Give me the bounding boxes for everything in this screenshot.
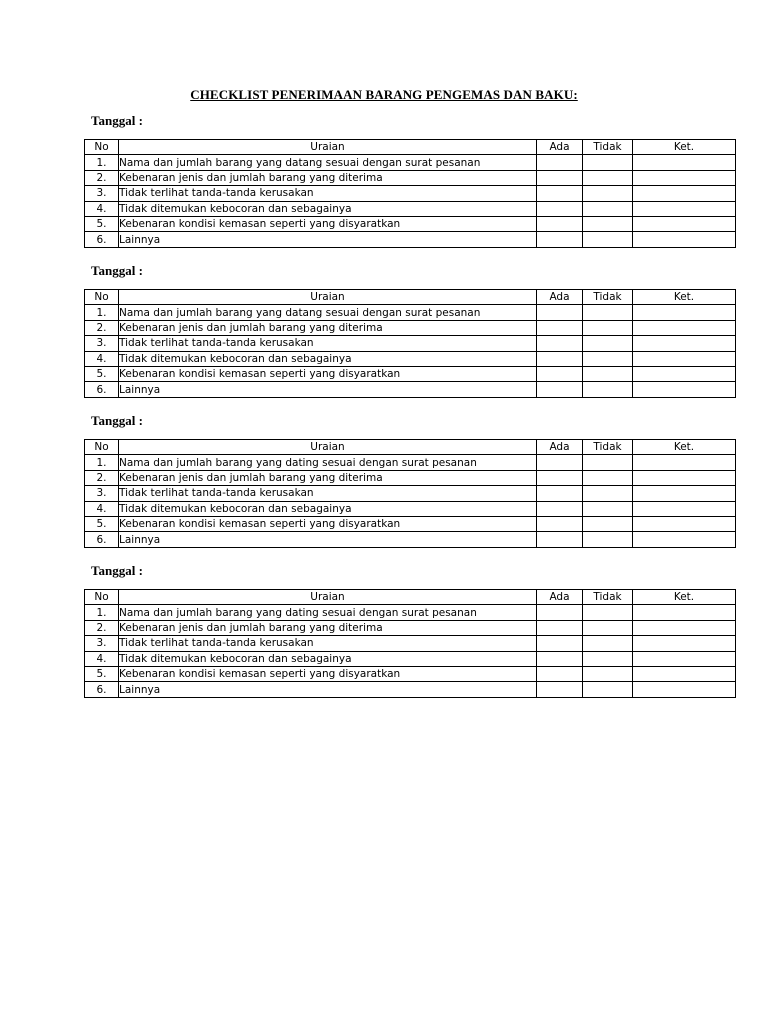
table-row bbox=[85, 186, 736, 201]
row-uraian: Kebenaran kondisi kemasan seperti yang disyaratkan bbox=[119, 366, 537, 381]
row-uraian: Kebenaran jenis dan jumlah barang yang diterima bbox=[119, 170, 537, 185]
row-number: 5. bbox=[85, 366, 119, 381]
row-uraian: Kebenaran kondisi kemasan seperti yang disyaratkan bbox=[119, 516, 537, 531]
row-number: 1. bbox=[85, 155, 119, 170]
tidak-cell bbox=[583, 501, 633, 516]
table-row bbox=[85, 155, 736, 170]
table-row bbox=[85, 320, 736, 335]
ada-cell bbox=[537, 336, 583, 351]
ket-cell bbox=[633, 155, 736, 170]
ada-cell bbox=[537, 486, 583, 501]
tidak-cell bbox=[583, 216, 633, 231]
ada-cell bbox=[537, 201, 583, 216]
checklist-section-2 bbox=[84, 263, 735, 398]
ada-cell bbox=[537, 305, 583, 320]
table-row bbox=[85, 232, 736, 247]
tidak-cell bbox=[583, 605, 633, 620]
ada-cell bbox=[537, 666, 583, 681]
ada-cell bbox=[537, 501, 583, 516]
ket-cell bbox=[633, 470, 736, 485]
ket-cell bbox=[633, 170, 736, 185]
ada-cell bbox=[537, 186, 583, 201]
tidak-cell bbox=[583, 305, 633, 320]
tidak-cell bbox=[583, 455, 633, 470]
row-uraian: Tidak ditemukan kebocoran dan sebagainya bbox=[119, 501, 537, 516]
ket-cell bbox=[633, 620, 736, 635]
tidak-cell bbox=[583, 620, 633, 635]
header-ada: Ada bbox=[537, 290, 583, 305]
ket-cell bbox=[633, 186, 736, 201]
document-title: CHECKLIST PENERIMAAN BARANG PENGEMAS DAN BAKU: bbox=[190, 87, 578, 102]
row-number: 1. bbox=[85, 305, 119, 320]
header-no: No bbox=[85, 590, 119, 605]
table-row bbox=[85, 366, 736, 381]
row-uraian: Tidak ditemukan kebocoran dan sebagainya bbox=[119, 651, 537, 666]
table-header-row bbox=[85, 440, 736, 455]
table-row bbox=[85, 382, 736, 397]
tidak-cell bbox=[583, 336, 633, 351]
row-uraian: Tidak ditemukan kebocoran dan sebagainya bbox=[119, 201, 537, 216]
ada-cell bbox=[537, 455, 583, 470]
table-row bbox=[85, 336, 736, 351]
header-uraian: Uraian bbox=[119, 140, 537, 155]
ket-cell bbox=[633, 455, 736, 470]
header-no: No bbox=[85, 290, 119, 305]
row-uraian: Tidak terlihat tanda-tanda kerusakan bbox=[119, 636, 537, 651]
row-number: 6. bbox=[85, 232, 119, 247]
row-uraian: Tidak terlihat tanda-tanda kerusakan bbox=[119, 486, 537, 501]
row-number: 6. bbox=[85, 682, 119, 697]
table-header-row bbox=[85, 140, 736, 155]
ada-cell bbox=[537, 636, 583, 651]
table-row bbox=[85, 636, 736, 651]
ada-cell bbox=[537, 620, 583, 635]
header-no: No bbox=[85, 140, 119, 155]
tidak-cell bbox=[583, 470, 633, 485]
tanggal-label: Tanggal : bbox=[91, 563, 143, 578]
row-uraian: Lainnya bbox=[119, 382, 537, 397]
header-no: No bbox=[85, 440, 119, 455]
row-uraian: Nama dan jumlah barang yang datang sesuai dengan surat pesanan bbox=[119, 155, 537, 170]
ket-cell bbox=[633, 651, 736, 666]
ket-cell bbox=[633, 351, 736, 366]
ket-cell bbox=[633, 636, 736, 651]
row-number: 2. bbox=[85, 620, 119, 635]
table-row bbox=[85, 651, 736, 666]
row-number: 1. bbox=[85, 455, 119, 470]
header-ket: Ket. bbox=[633, 140, 736, 155]
ada-cell bbox=[537, 382, 583, 397]
ket-cell bbox=[633, 486, 736, 501]
table-header-row bbox=[85, 290, 736, 305]
tidak-cell bbox=[583, 651, 633, 666]
ket-cell bbox=[633, 336, 736, 351]
header-tidak: Tidak bbox=[583, 290, 633, 305]
ada-cell bbox=[537, 366, 583, 381]
tidak-cell bbox=[583, 486, 633, 501]
tanggal-label: Tanggal : bbox=[91, 413, 143, 428]
row-uraian: Kebenaran jenis dan jumlah barang yang diterima bbox=[119, 620, 537, 635]
row-uraian: Nama dan jumlah barang yang datang sesuai dengan surat pesanan bbox=[119, 305, 537, 320]
row-uraian: Kebenaran kondisi kemasan seperti yang disyaratkan bbox=[119, 216, 537, 231]
ket-cell bbox=[633, 305, 736, 320]
tidak-cell bbox=[583, 682, 633, 697]
row-uraian: Kebenaran jenis dan jumlah barang yang diterima bbox=[119, 470, 537, 485]
row-number: 3. bbox=[85, 486, 119, 501]
row-number: 3. bbox=[85, 636, 119, 651]
tidak-cell bbox=[583, 201, 633, 216]
header-ada: Ada bbox=[537, 440, 583, 455]
header-ket: Ket. bbox=[633, 290, 736, 305]
table-row bbox=[85, 532, 736, 547]
row-number: 5. bbox=[85, 666, 119, 681]
tidak-cell bbox=[583, 636, 633, 651]
ada-cell bbox=[537, 470, 583, 485]
table-row bbox=[85, 620, 736, 635]
ada-cell bbox=[537, 232, 583, 247]
row-uraian: Nama dan jumlah barang yang dating sesuai dengan surat pesanan bbox=[119, 455, 537, 470]
table-header-row bbox=[85, 590, 736, 605]
checklist-table bbox=[84, 139, 736, 248]
header-tidak: Tidak bbox=[583, 140, 633, 155]
header-ket: Ket. bbox=[633, 590, 736, 605]
row-uraian: Lainnya bbox=[119, 232, 537, 247]
row-number: 4. bbox=[85, 501, 119, 516]
ada-cell bbox=[537, 516, 583, 531]
ket-cell bbox=[633, 532, 736, 547]
ada-cell bbox=[537, 651, 583, 666]
ada-cell bbox=[537, 216, 583, 231]
ket-cell bbox=[633, 666, 736, 681]
row-number: 2. bbox=[85, 470, 119, 485]
table-row bbox=[85, 216, 736, 231]
row-uraian: Tidak terlihat tanda-tanda kerusakan bbox=[119, 186, 537, 201]
ada-cell bbox=[537, 155, 583, 170]
row-number: 4. bbox=[85, 351, 119, 366]
ada-cell bbox=[537, 170, 583, 185]
row-number: 4. bbox=[85, 201, 119, 216]
tidak-cell bbox=[583, 532, 633, 547]
row-uraian: Kebenaran jenis dan jumlah barang yang diterima bbox=[119, 320, 537, 335]
header-ada: Ada bbox=[537, 590, 583, 605]
table-row bbox=[85, 351, 736, 366]
checklist-table bbox=[84, 589, 736, 698]
tidak-cell bbox=[583, 366, 633, 381]
tidak-cell bbox=[583, 666, 633, 681]
table-row bbox=[85, 305, 736, 320]
table-row bbox=[85, 486, 736, 501]
ada-cell bbox=[537, 682, 583, 697]
table-row bbox=[85, 201, 736, 216]
row-number: 1. bbox=[85, 605, 119, 620]
tidak-cell bbox=[583, 155, 633, 170]
checklist-section-1 bbox=[84, 113, 735, 248]
tidak-cell bbox=[583, 516, 633, 531]
tanggal-label: Tanggal : bbox=[91, 113, 143, 128]
row-number: 6. bbox=[85, 382, 119, 397]
ada-cell bbox=[537, 605, 583, 620]
tidak-cell bbox=[583, 170, 633, 185]
ket-cell bbox=[633, 201, 736, 216]
table-row bbox=[85, 170, 736, 185]
checklist-table bbox=[84, 289, 736, 398]
checklist-section-3 bbox=[84, 413, 735, 548]
tidak-cell bbox=[583, 186, 633, 201]
header-tidak: Tidak bbox=[583, 590, 633, 605]
row-number: 2. bbox=[85, 170, 119, 185]
row-number: 6. bbox=[85, 532, 119, 547]
table-row bbox=[85, 455, 736, 470]
header-ket: Ket. bbox=[633, 440, 736, 455]
header-tidak: Tidak bbox=[583, 440, 633, 455]
ada-cell bbox=[537, 320, 583, 335]
tanggal-label: Tanggal : bbox=[91, 263, 143, 278]
header-uraian: Uraian bbox=[119, 590, 537, 605]
checklist-section-4 bbox=[84, 563, 735, 698]
row-number: 3. bbox=[85, 336, 119, 351]
row-uraian: Tidak terlihat tanda-tanda kerusakan bbox=[119, 336, 537, 351]
row-uraian: Lainnya bbox=[119, 532, 537, 547]
tidak-cell bbox=[583, 382, 633, 397]
row-number: 4. bbox=[85, 651, 119, 666]
checklist-table bbox=[84, 439, 736, 548]
table-row bbox=[85, 682, 736, 697]
ket-cell bbox=[633, 320, 736, 335]
row-number: 3. bbox=[85, 186, 119, 201]
table-row bbox=[85, 666, 736, 681]
row-uraian: Nama dan jumlah barang yang dating sesuai dengan surat pesanan bbox=[119, 605, 537, 620]
ada-cell bbox=[537, 351, 583, 366]
ket-cell bbox=[633, 382, 736, 397]
tidak-cell bbox=[583, 232, 633, 247]
header-ada: Ada bbox=[537, 140, 583, 155]
ket-cell bbox=[633, 232, 736, 247]
ket-cell bbox=[633, 366, 736, 381]
ket-cell bbox=[633, 216, 736, 231]
tidak-cell bbox=[583, 320, 633, 335]
row-number: 5. bbox=[85, 516, 119, 531]
row-number: 5. bbox=[85, 216, 119, 231]
table-row bbox=[85, 516, 736, 531]
ket-cell bbox=[633, 516, 736, 531]
ket-cell bbox=[633, 682, 736, 697]
row-uraian: Lainnya bbox=[119, 682, 537, 697]
ket-cell bbox=[633, 501, 736, 516]
ada-cell bbox=[537, 532, 583, 547]
table-row bbox=[85, 501, 736, 516]
header-uraian: Uraian bbox=[119, 290, 537, 305]
table-row bbox=[85, 470, 736, 485]
row-number: 2. bbox=[85, 320, 119, 335]
table-row bbox=[85, 605, 736, 620]
tidak-cell bbox=[583, 351, 633, 366]
ket-cell bbox=[633, 605, 736, 620]
header-uraian: Uraian bbox=[119, 440, 537, 455]
row-uraian: Tidak ditemukan kebocoran dan sebagainya bbox=[119, 351, 537, 366]
row-uraian: Kebenaran kondisi kemasan seperti yang disyaratkan bbox=[119, 666, 537, 681]
